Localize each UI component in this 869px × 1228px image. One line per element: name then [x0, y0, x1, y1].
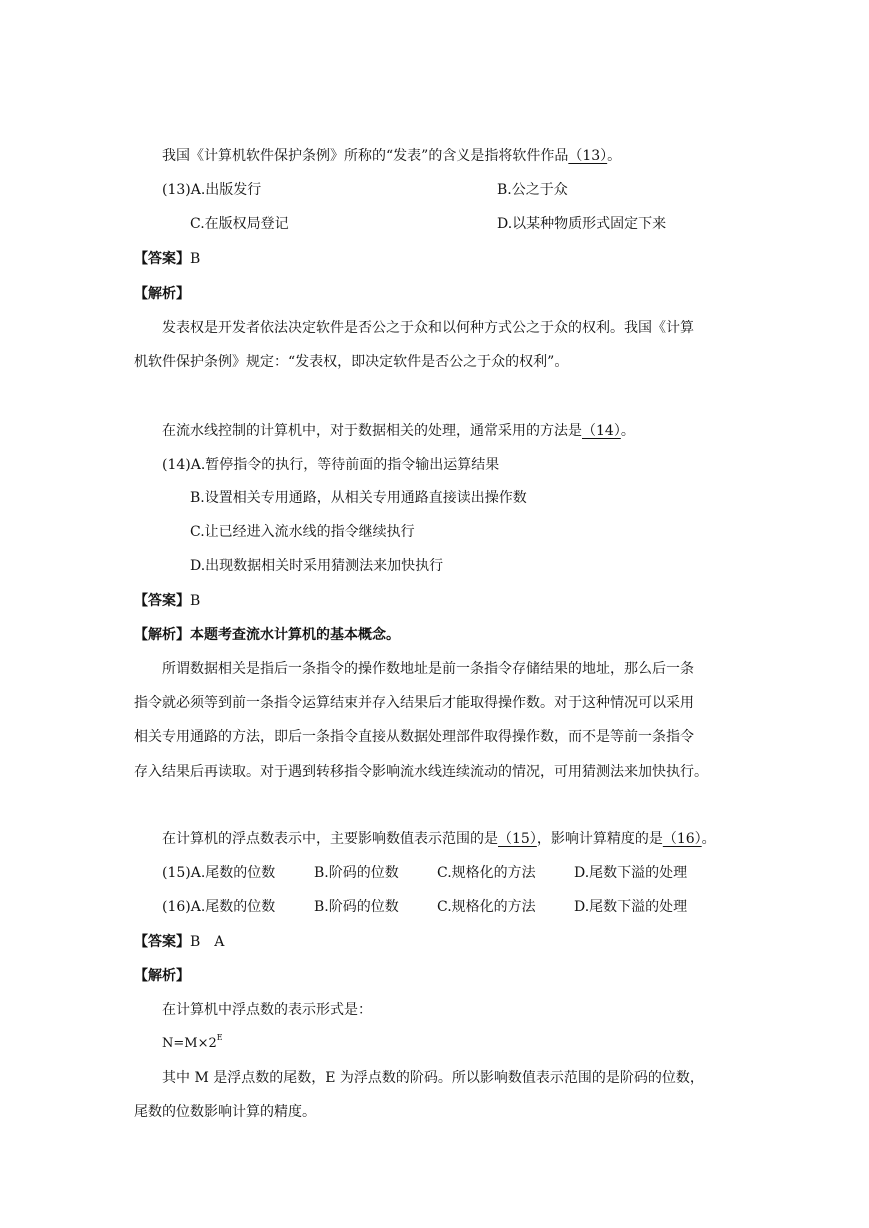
- q16-option-b: B.阶码的位数: [314, 899, 399, 915]
- q13-option-a: (13)A.出版发行: [162, 182, 262, 198]
- q15-analysis-label: 【解析】: [134, 968, 190, 984]
- q16-option-d: D.尾数下溢的处理: [574, 899, 688, 915]
- float-formula: $N=M\times 2^E$: [162, 1033, 223, 1051]
- q16-blank: （16）: [662, 831, 702, 847]
- q14-option-d: D.出现数据相关时采用猜测法来加快执行: [190, 558, 444, 574]
- q13-stem: 我国《计算机软件保护条例》所称的“发表”的含义是指将软件作品（13）。: [162, 148, 622, 164]
- q15-stem: 在计算机的浮点数表示中，主要影响数值表示范围的是（15），影响计算精度的是（16）。: [162, 831, 716, 847]
- q14-analysis-heading: 【解析】本题考查流水计算机的基本概念。: [134, 627, 400, 643]
- q15-option-d: D.尾数下溢的处理: [574, 865, 688, 881]
- q14-analysis-line-3: 相关专用通路的方法，即后一条指令直接从数据处理部件取得操作数，而不是等前一条指令: [134, 729, 694, 745]
- q15-blank: （15）: [498, 831, 537, 847]
- q14-option-b: B.设置相关专用通路，从相关专用通路直接读出操作数: [190, 490, 527, 506]
- q15-option-a: (15)A.尾数的位数: [162, 865, 276, 881]
- q13-blank: （13）: [568, 148, 608, 164]
- q13-analysis-line-1: 发表权是开发者依法决定软件是否公之于众和以何种方式公之于众的权利。我国《计算: [162, 320, 694, 336]
- q15-analysis-line-1: 其中 M 是浮点数的尾数，E 为浮点数的阶码。所以影响数值表示范围的是阶码的位数，: [162, 1070, 704, 1086]
- q15-analysis-intro: 在计算机中浮点数的表示形式是：: [162, 1002, 372, 1018]
- q14-analysis-line-4: 存入结果后再读取。对于遇到转移指令影响流水线连续流动的情况，可用猜测法来加快执行。: [134, 764, 708, 780]
- q13-option-c: C.在版权局登记: [190, 216, 289, 232]
- q13-analysis-label: 【解析】: [134, 286, 190, 302]
- q14-stem: 在流水线控制的计算机中，对于数据相关的处理，通常采用的方法是（14）。: [162, 423, 635, 439]
- q13-answer: 【答案】B: [134, 251, 201, 267]
- q14-answer: 【答案】B: [134, 593, 201, 609]
- q13-option-d: D.以某种物质形式固定下来: [497, 216, 667, 232]
- q14-blank: （14）: [582, 423, 621, 439]
- formula-exponent: E: [216, 1033, 223, 1042]
- q15-analysis-line-2: 尾数的位数影响计算的精度。: [134, 1104, 316, 1120]
- q13-option-b: B.公之于众: [497, 182, 568, 198]
- q14-option-a: (14)A.暂停指令的执行，等待前面的指令输出运算结果: [162, 457, 500, 473]
- q14-analysis-line-2: 指令就必须等到前一条指令运算结束并存入结果后才能取得操作数。对于这种情况可以采用: [134, 695, 694, 711]
- q14-option-c: C.让已经进入流水线的指令继续执行: [190, 524, 415, 540]
- q15-option-c: C.规格化的方法: [437, 865, 536, 881]
- q15-answer: 【答案】B A: [134, 934, 225, 950]
- q16-option-c: C.规格化的方法: [437, 899, 536, 915]
- q14-analysis-line-1: 所谓数据相关是指后一条指令的操作数地址是前一条指令存储结果的地址，那么后一条: [162, 661, 694, 677]
- q15-option-b: B.阶码的位数: [314, 865, 399, 881]
- q16-option-a: (16)A.尾数的位数: [162, 899, 276, 915]
- q13-analysis-line-2: 机软件保护条例》规定：“发表权，即决定软件是否公之于众的权利”。: [134, 354, 569, 370]
